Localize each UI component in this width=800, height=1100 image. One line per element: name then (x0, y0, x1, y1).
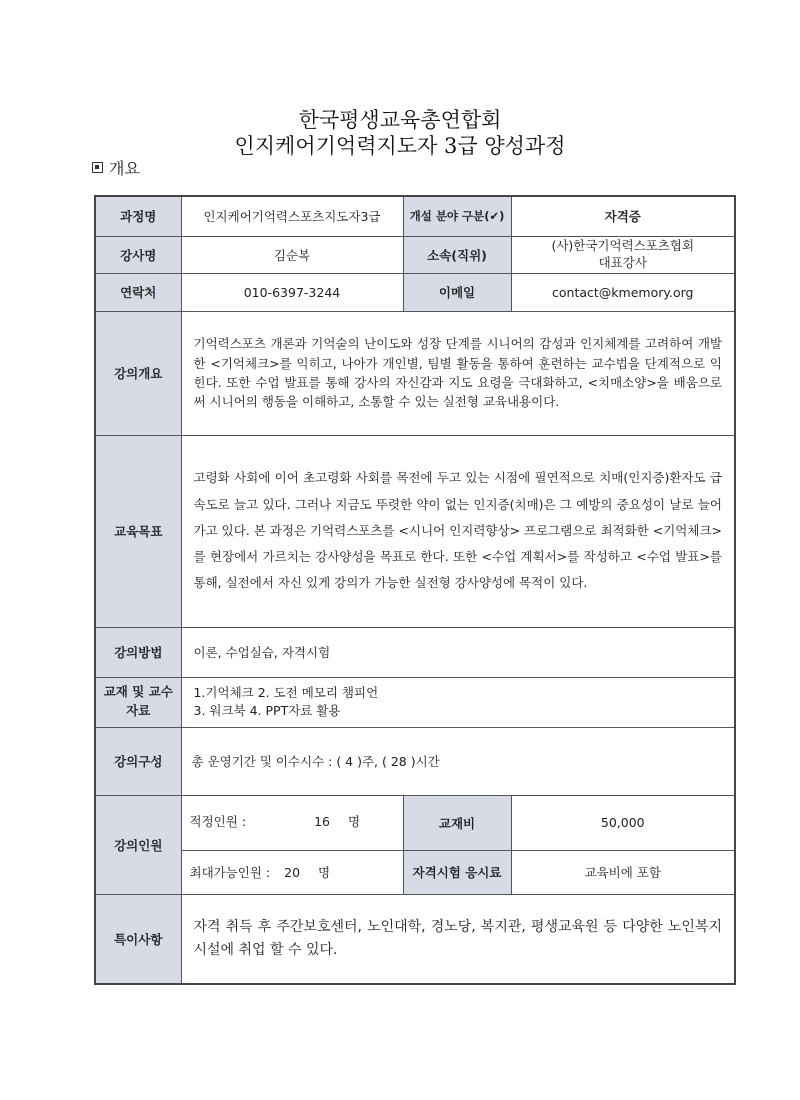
max-capacity-label: 최대가능인원 : (189, 865, 271, 880)
textbook-fee-label: 교재비 (403, 795, 511, 850)
table-row (95, 273, 735, 311)
instructor-value: 김순복 (181, 236, 403, 273)
table-row (95, 795, 735, 850)
materials-value (181, 677, 735, 727)
contact-value: 010-6397-3244 (181, 273, 403, 311)
email-label: 이메일 (403, 273, 511, 311)
max-capacity-unit: 명 (318, 865, 331, 880)
course-name-label: 과정명 (95, 196, 181, 236)
exam-fee-value: 교육비에 포함 (511, 850, 735, 894)
table-row (95, 850, 735, 894)
proper-capacity-label: 적정인원 : (189, 813, 246, 829)
proper-capacity (181, 795, 403, 850)
materials-line: 1.기억체크 2. 도전 메모리 챔피언 (193, 684, 379, 700)
notes-label: 특이사항 (95, 894, 181, 984)
table-row (95, 894, 735, 984)
table-row (95, 196, 735, 236)
overview-text: 기억력스포츠 개론과 기억술의 난이도와 성장 단계를 시니어의 감성과 인지체계를 고려하여 개발한 <기억체크>를 익히고, 나아가 개인별, 팀별 활동을 통하여 훈련하는 교수법을 단계적으로 익힌다. 또한 수업 발표를 통해 강사의 자신감과 지도 요령을 극대화하고, <치매소양>을 배움으로써 시니어의 행동을 이해하고, 소통할 수 있는 실전형 교육내용이다. (181, 311, 735, 435)
doc-title-org: 한국평생교육총연합회 (298, 108, 502, 132)
proper-capacity-unit: 명 (347, 813, 361, 829)
method-value: 이론, 수업실습, 자격시험 (181, 627, 735, 677)
course-info-table (94, 195, 736, 985)
square-bullet-icon (92, 162, 103, 173)
instructor-label: 강사명 (95, 236, 181, 273)
contact-label: 연락처 (95, 273, 181, 311)
notes-text: 자격 취득 후 주간보호센터, 노인대학, 경노당, 복지관, 평생교육원 등 다양한 노인복지시설에 취업 할 수 있다. (181, 894, 735, 984)
table-row (95, 627, 735, 677)
email-value: contact@kmemory.org (511, 273, 735, 311)
table-row (95, 236, 735, 273)
category-value: 자격증 (511, 196, 735, 236)
max-capacity (181, 850, 403, 894)
affiliation-line: 대표강사 (598, 254, 647, 270)
method-label: 강의방법 (95, 627, 181, 677)
capacity-label: 강의인원 (95, 795, 181, 894)
goal-text: 고령화 사회에 이어 초고령화 사회를 목전에 두고 있는 시점에 필연적으로 치매(인지증)환자도 급속도로 늘고 있다. 그러나 지금도 뚜렷한 약이 없는 인지증(치매)은 그 예방의 중요성이 날로 늘어가고 있다. 본 과정은 기억력스포츠를 <시니어 인지력향상> 프로그램으로 최적화한 <기억체크>를 현장에서 가르치는 강사양성을 목표로 한다. 또한 <수업 계획서>를 작성하고 <수업 발표>를 통해, 실전에서 자신 있게 강의가 가능한 실전형 강사양성에 목적이 있다. (181, 435, 735, 627)
table-row (95, 677, 735, 727)
max-capacity-value: 20 (284, 865, 301, 880)
overview-label: 강의개요 (95, 311, 181, 435)
table-row (95, 311, 735, 435)
exam-fee-label: 자격시험 응시료 (403, 850, 511, 894)
structure-label: 강의구성 (95, 727, 181, 795)
goal-label: 교육목표 (95, 435, 181, 627)
structure-value: 총 운영기간 및 이수시수 : ( 4 )주, ( 28 )시간 (181, 727, 735, 795)
materials-line: 3. 워크북 4. PPT자료 활용 (193, 703, 341, 718)
section-heading (92, 156, 140, 179)
materials-label: 교재 및 교수자료 (95, 677, 181, 727)
table-row (95, 727, 735, 795)
section-heading-label: 개요 (109, 159, 140, 178)
course-name-value: 인지케어기억력스포츠지도자3급 (181, 196, 403, 236)
doc-title-course: 인지케어기억력지도자 3급 양성과정 (234, 134, 566, 158)
category-label: 개설 분야 구분(✔) (403, 196, 511, 236)
affiliation-line: (사)한국기억력스포츠협회 (551, 238, 695, 254)
affiliation-value (511, 236, 735, 273)
table-row (95, 435, 735, 627)
proper-capacity-value: 16 (314, 813, 330, 829)
affiliation-label: 소속(직위) (403, 236, 511, 273)
textbook-fee-value: 50,000 (511, 795, 735, 850)
